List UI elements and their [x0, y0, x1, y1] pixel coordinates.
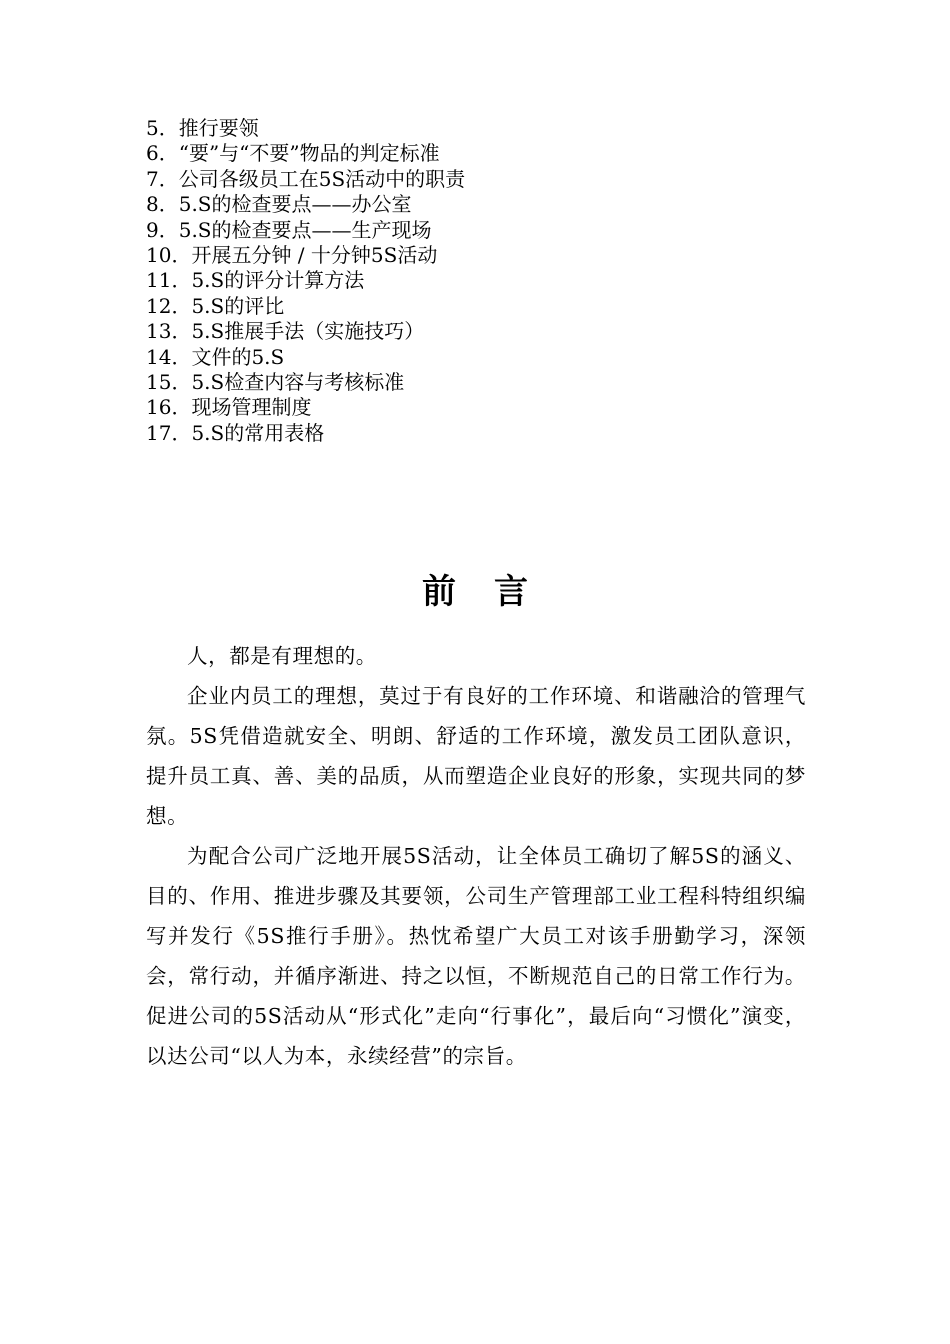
- toc-item: 8．5.S的检查要点——办公室: [146, 192, 412, 217]
- toc-item: 12．5.S的评比: [146, 293, 285, 318]
- toc-item: 5．推行要领: [146, 116, 259, 140]
- toc-item: 10．开展五分钟 / 十分钟5S活动: [146, 242, 438, 267]
- toc-item: 9．5.S的检查要点——生产现场: [146, 217, 432, 242]
- toc-item: 14．文件的5.S: [146, 344, 285, 369]
- preface-paragraph: 为配合公司广泛地开展5S活动，让全体员工确切了解5S的涵义、目的、作用、推进步骤及其要领，公司生产管理部工业工程科特组织编写并发行《5S推行手册》。热忱希望广大员工对该手册勤学习，深领会，常行动，并循序渐进、持之以恒，不断规范自己的日常工作行为。促进公司的5S活动从“形式化”走向“行事化”，最后向“习惯化”演变，以达公司“以人为本，永续经营”的宗旨。: [146, 844, 806, 1068]
- preface-paragraph: 人，都是有理想的。: [187, 644, 377, 668]
- preface-paragraph: 企业内员工的理想，莫过于有良好的工作环境、和谐融洽的管理气氛。5S凭借造就安全、明朗、舒适的工作环境，激发员工团队意识，提升员工真、善、美的品质，从而塑造企业良好的形象，实现共同的梦想。: [146, 684, 806, 828]
- toc-item: 17．5.S的常用表格: [146, 420, 325, 445]
- table-of-contents: [146, 116, 846, 446]
- toc-item: 11．5.S的评分计算方法: [146, 268, 365, 293]
- toc-item: 16．现场管理制度: [146, 395, 312, 420]
- toc-item: 7．公司各级员工在5S活动中的职责: [146, 166, 466, 191]
- toc-item: 15．5.S检查内容与考核标准: [146, 369, 405, 394]
- toc-item: 13．5.S推展手法（实施技巧）: [146, 319, 425, 344]
- preface-body: [146, 636, 806, 1076]
- toc-item: 6．“要”与“不要”物品的判定标准: [146, 141, 440, 166]
- preface-title: 前言: [422, 572, 566, 612]
